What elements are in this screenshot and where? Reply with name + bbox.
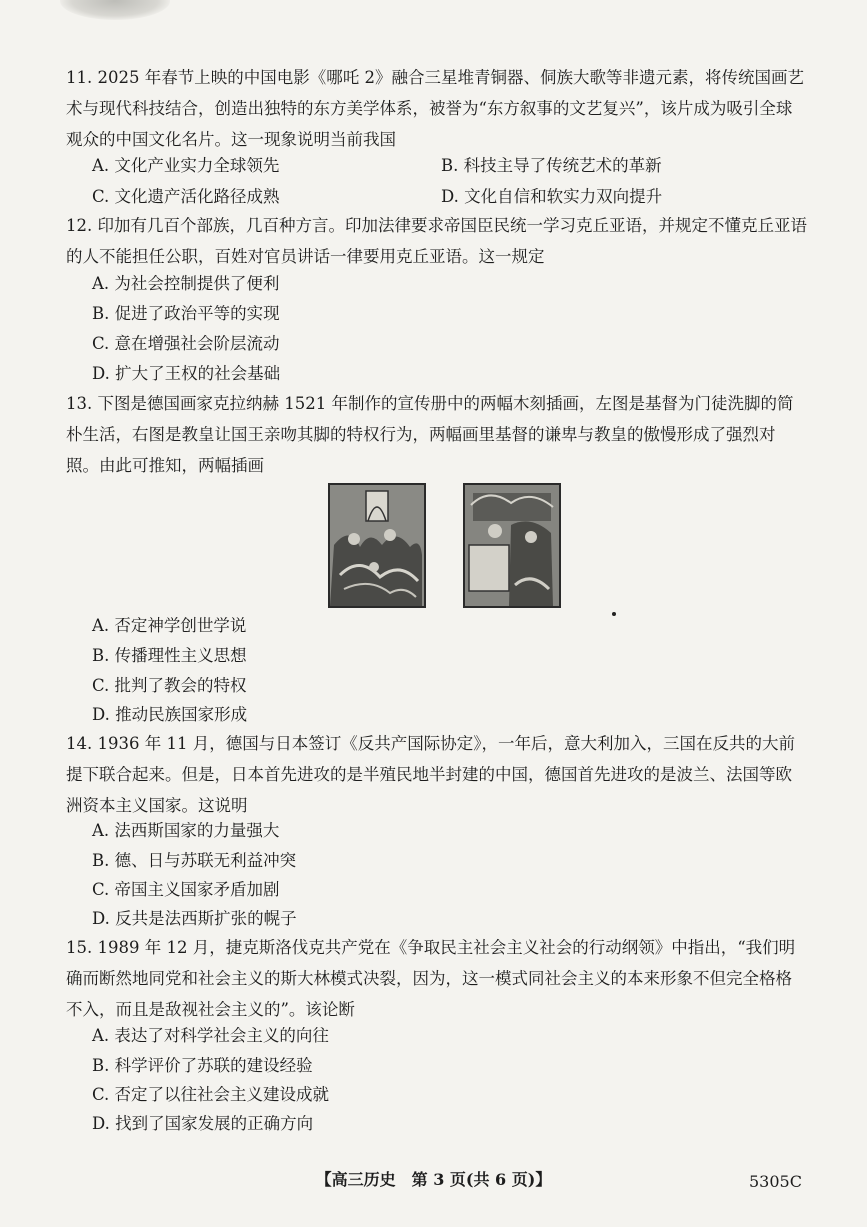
question-12-stem: 12. 印加有几百个部族，几百种方言。印加法律要求帝国臣民统一学习克丘亚语，并规定不懂克丘亚语的人不能担任公职，百姓对官员讲话一律要用克丘亚语。这一规定 <box>66 216 807 266</box>
q14-option-b[interactable]: B. 德、日与苏联无利益冲突 <box>92 851 297 870</box>
q12-option-a[interactable]: A. 为社会控制提供了便利 <box>92 274 280 293</box>
question-15-stem: 15. 1989 年 12 月，捷克斯洛伐克共产党在《争取民主社会主义社会的行动纲领》中指出，“我们明确而断然地同党和社会主义的斯大林模式决裂，因为，这一模式同社会主义的本来形象不但完全格格不入，而且是敌视社会主义的”。该论断 <box>66 938 796 1019</box>
scan-smudge <box>60 0 170 20</box>
question-11 <box>66 62 807 155</box>
paper-code: 5305C <box>749 1172 802 1191</box>
q14-option-a[interactable]: A. 法西斯国家的力量强大 <box>92 821 280 840</box>
question-15 <box>66 932 807 1025</box>
question-13 <box>66 388 807 481</box>
q11-option-a[interactable]: A. 文化产业实力全球领先 <box>92 156 280 175</box>
q13-option-c[interactable]: C. 批判了教会的特权 <box>92 676 247 695</box>
question-12 <box>66 210 807 272</box>
q12-option-b[interactable]: B. 促进了政治平等的实现 <box>92 304 280 323</box>
q15-option-d[interactable]: D. 找到了国家发展的正确方向 <box>92 1114 314 1133</box>
question-11-stem: 11. 2025 年春节上映的中国电影《哪吒 2》融合三星堆青铜器、侗族大歌等非遗元素，将传统国画艺术与现代科技结合，创造出独特的东方美学体系，被誉为“东方叙事的文艺复兴”，该片成为吸引全球观众的中国文化名片。这一现象说明当前我国 <box>66 68 804 149</box>
q14-option-c[interactable]: C. 帝国主义国家矛盾加剧 <box>92 880 280 899</box>
q15-option-b[interactable]: B. 科学评价了苏联的建设经验 <box>92 1056 313 1075</box>
woodcut-christ-washing-feet <box>328 483 426 608</box>
q14-option-d[interactable]: D. 反共是法西斯扩张的幌子 <box>92 909 297 928</box>
page-footer: 【高三历史 第 3 页(共 6 页)】 <box>315 1170 552 1189</box>
q15-option-a[interactable]: A. 表达了对科学社会主义的向往 <box>92 1026 329 1045</box>
question-14-stem: 14. 1936 年 11 月，德国与日本签订《反共产国际协定》，一年后，意大利加入，三国在反共的大前提下联合起来。但是，日本首先进攻的是半殖民地半封建的中国，德国首先进攻的是波兰、法国等欧洲资本主义国家。这说明 <box>66 734 795 815</box>
q12-option-c[interactable]: C. 意在增强社会阶层流动 <box>92 334 280 353</box>
q11-option-b[interactable]: B. 科技主导了传统艺术的革新 <box>441 156 662 175</box>
q13-option-b[interactable]: B. 传播理性主义思想 <box>92 646 247 665</box>
woodcut-pope-foot-kiss <box>463 483 561 608</box>
q15-option-c[interactable]: C. 否定了以往社会主义建设成就 <box>92 1085 330 1104</box>
scan-speck <box>612 612 616 616</box>
q13-option-a[interactable]: A. 否定神学创世学说 <box>92 616 247 635</box>
question-13-stem: 13. 下图是德国画家克拉纳赫 1521 年制作的宣传册中的两幅木刻插画，左图是基督为门徒洗脚的简朴生活，右图是教皇让国王亲吻其脚的特权行为，两幅画里基督的谦卑与教皇的傲慢形成了强烈对照。由此可推知，两幅插画 <box>66 394 794 475</box>
q11-option-c[interactable]: C. 文化遗产活化路径成熟 <box>92 187 280 206</box>
q13-option-d[interactable]: D. 推动民族国家形成 <box>92 705 248 724</box>
question-14 <box>66 728 807 821</box>
q11-option-d[interactable]: D. 文化自信和软实力双向提升 <box>441 187 663 206</box>
q12-option-d[interactable]: D. 扩大了王权的社会基础 <box>92 364 281 383</box>
